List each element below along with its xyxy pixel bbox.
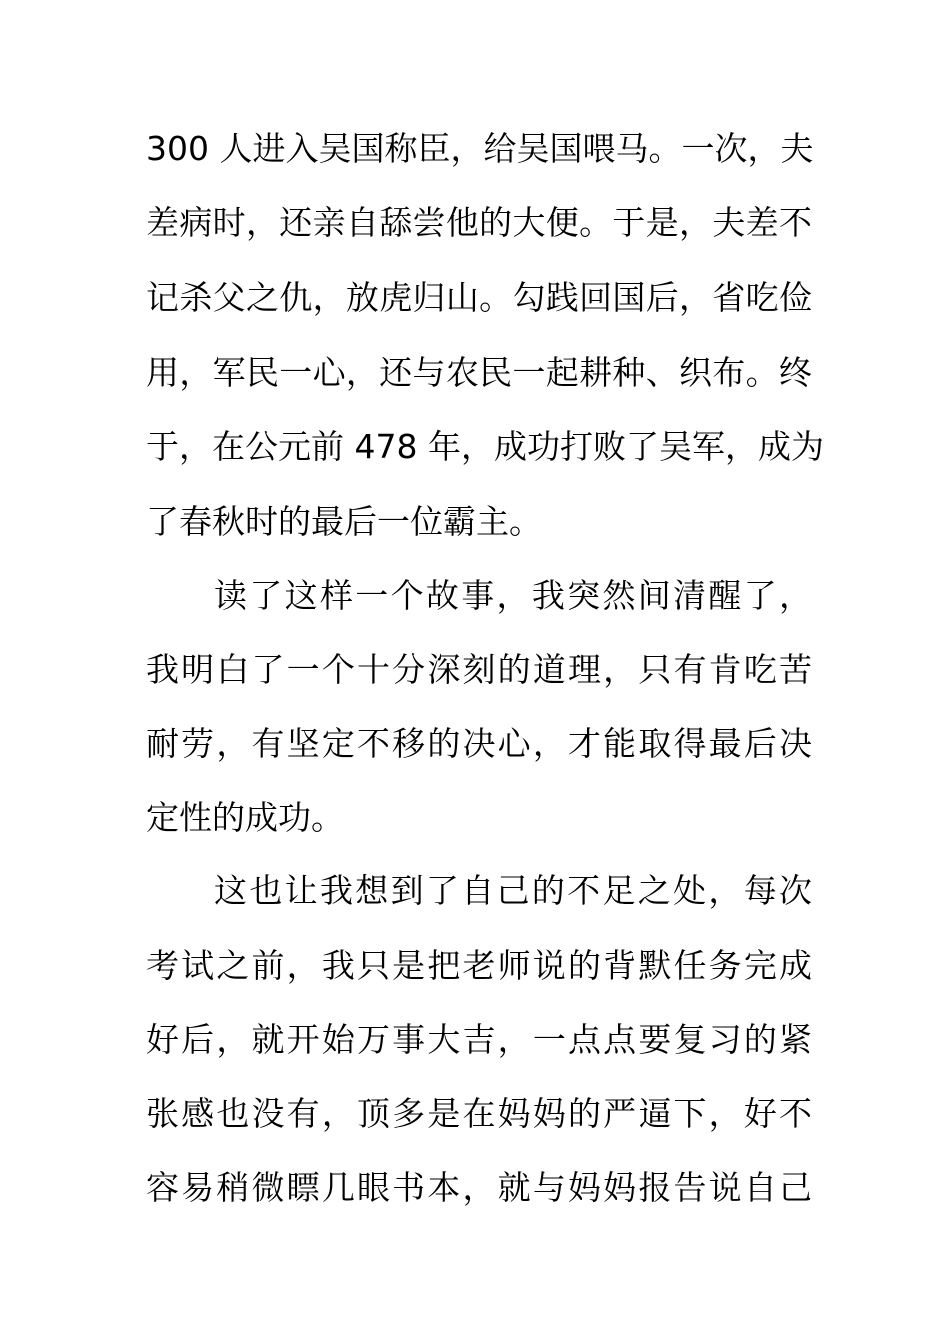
- text-line-4: 用，军民一心，还与农民一起耕种、织布。终: [146, 353, 812, 392]
- text-line-11: 这也让我想到了自己的不足之处，每次: [214, 871, 812, 910]
- text-line-10: 定性的成功。: [146, 798, 344, 837]
- text-line-5: 于，在公元前 478 年，成功打败了吴军，成为: [146, 427, 824, 466]
- text-line-2: 差病时，还亲自舔尝他的大便。于是，夫差不: [146, 203, 812, 242]
- text-line-14: 张感也没有，顶多是在妈妈的严逼下，好不: [146, 1094, 812, 1133]
- text-line-13: 好后，就开始万事大吉，一点点要复习的紧: [146, 1020, 812, 1059]
- text-line-9: 耐劳，有坚定不移的决心，才能取得最后决: [146, 724, 812, 763]
- text-line-1: 300 人进入吴国称臣，给吴国喂马。一次，夫: [146, 129, 814, 168]
- text-line-15: 容易稍微瞟几眼书本，就与妈妈报告说自己: [146, 1168, 812, 1207]
- text-line-12: 考试之前，我只是把老师说的背默任务完成: [146, 946, 812, 985]
- text-line-6: 了春秋时的最后一位霸主。: [146, 502, 542, 541]
- text-line-8: 我明白了一个十分深刻的道理，只有肯吃苦: [146, 650, 812, 689]
- text-line-7: 读了这样一个故事，我突然间清醒了，: [214, 576, 812, 615]
- text-line-3: 记杀父之仇，放虎归山。勾践回国后，省吃俭: [146, 278, 812, 317]
